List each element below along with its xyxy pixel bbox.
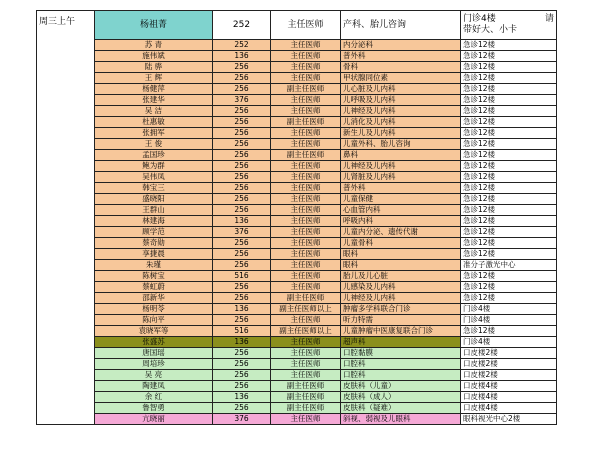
table-row bbox=[37, 139, 557, 150]
room-cell: 256 bbox=[213, 238, 271, 249]
specialty-cell: 儿肾脏及儿内科 bbox=[341, 172, 461, 183]
room-cell: 136 bbox=[213, 304, 271, 315]
doctor-name-cell: 吴 洁 bbox=[95, 106, 213, 117]
location-cell: 急诊12楼 bbox=[461, 139, 557, 150]
specialty-cell: 心血管内科 bbox=[341, 205, 461, 216]
table-row bbox=[37, 95, 557, 106]
title-cell: 主任医师 bbox=[271, 337, 341, 348]
location-cell: 急诊12楼 bbox=[461, 194, 557, 205]
doctor-name-cell: 袁晓军等 bbox=[95, 326, 213, 337]
header-room: 252 bbox=[213, 11, 271, 40]
table-row bbox=[37, 117, 557, 128]
room-cell: 256 bbox=[213, 348, 271, 359]
room-cell: 252 bbox=[213, 40, 271, 51]
header-title: 主任医师 bbox=[271, 11, 341, 40]
doctor-name-cell: 王 辉 bbox=[95, 73, 213, 84]
table-row bbox=[37, 150, 557, 161]
title-cell: 主任医师 bbox=[271, 249, 341, 260]
room-cell: 136 bbox=[213, 392, 271, 403]
location-cell: 急诊12楼 bbox=[461, 293, 557, 304]
table-row bbox=[37, 62, 557, 73]
specialty-cell: 儿童保健 bbox=[341, 194, 461, 205]
title-cell: 主任医师 bbox=[271, 139, 341, 150]
specialty-cell: 儿童外科、胎儿咨询 bbox=[341, 139, 461, 150]
title-cell: 主任医师 bbox=[271, 359, 341, 370]
specialty-cell: 口腔科 bbox=[341, 370, 461, 381]
specialty-cell: 普外科 bbox=[341, 51, 461, 62]
specialty-cell: 骨科 bbox=[341, 62, 461, 73]
doctor-name-cell: 王 俊 bbox=[95, 139, 213, 150]
doctor-name-cell: 吴 亮 bbox=[95, 370, 213, 381]
specialty-cell: 儿呼吸及儿内科 bbox=[341, 95, 461, 106]
table-row bbox=[37, 381, 557, 392]
specialty-cell: 肿瘤多学科联合门诊 bbox=[341, 304, 461, 315]
table-row bbox=[37, 238, 557, 249]
doctor-name-cell: 苏 青 bbox=[95, 40, 213, 51]
header-note-cards: 带好大、小卡 bbox=[463, 25, 518, 35]
specialty-cell: 儿消化及儿内科 bbox=[341, 117, 461, 128]
table-row bbox=[37, 414, 557, 425]
table-row bbox=[37, 326, 557, 337]
room-cell: 256 bbox=[213, 139, 271, 150]
doctor-name-cell: 吴伟凤 bbox=[95, 172, 213, 183]
room-cell: 256 bbox=[213, 249, 271, 260]
title-cell: 主任医师 bbox=[271, 315, 341, 326]
location-cell: 急诊12楼 bbox=[461, 84, 557, 95]
location-cell: 急诊12楼 bbox=[461, 106, 557, 117]
room-cell: 256 bbox=[213, 128, 271, 139]
table-row bbox=[37, 194, 557, 205]
specialty-cell: 胎儿及儿心脏 bbox=[341, 271, 461, 282]
doctor-name-cell: 杜惠敏 bbox=[95, 117, 213, 128]
room-cell: 136 bbox=[213, 216, 271, 227]
title-cell: 主任医师 bbox=[271, 62, 341, 73]
specialty-cell: 甲状腺同位素 bbox=[341, 73, 461, 84]
table-row bbox=[37, 161, 557, 172]
title-cell: 主任医师 bbox=[271, 106, 341, 117]
location-cell: 急诊12楼 bbox=[461, 326, 557, 337]
room-cell: 516 bbox=[213, 326, 271, 337]
table-row bbox=[37, 227, 557, 238]
table-row bbox=[37, 282, 557, 293]
room-cell: 256 bbox=[213, 293, 271, 304]
specialty-cell: 皮肤科（成人） bbox=[341, 392, 461, 403]
doctor-name-cell: 陶建凤 bbox=[95, 381, 213, 392]
title-cell: 主任医师 bbox=[271, 40, 341, 51]
doctor-name-cell: 施伟斌 bbox=[95, 51, 213, 62]
title-cell: 副主任医师 bbox=[271, 293, 341, 304]
location-cell: 准分子激光中心 bbox=[461, 260, 557, 271]
doctor-name-cell: 杨明苓 bbox=[95, 304, 213, 315]
location-cell: 急诊12楼 bbox=[461, 216, 557, 227]
specialty-cell: 超声科 bbox=[341, 337, 461, 348]
specialty-cell: 听力特需 bbox=[341, 315, 461, 326]
schedule-table bbox=[36, 10, 557, 425]
specialty-cell: 呼吸内科 bbox=[341, 216, 461, 227]
doctor-name-cell: 陆 骅 bbox=[95, 62, 213, 73]
location-cell: 口皮楼4楼 bbox=[461, 403, 557, 414]
room-cell: 256 bbox=[213, 194, 271, 205]
doctor-name-cell: 朱瑾 bbox=[95, 260, 213, 271]
doctor-name-cell: 余 红 bbox=[95, 392, 213, 403]
room-cell: 376 bbox=[213, 227, 271, 238]
table-row bbox=[37, 183, 557, 194]
location-cell: 急诊12楼 bbox=[461, 227, 557, 238]
table-row bbox=[37, 370, 557, 381]
table-row bbox=[37, 106, 557, 117]
doctor-name-cell: 杨健萍 bbox=[95, 84, 213, 95]
title-cell: 主任医师 bbox=[271, 370, 341, 381]
specialty-cell: 口腔科 bbox=[341, 359, 461, 370]
room-cell: 256 bbox=[213, 62, 271, 73]
location-cell: 急诊12楼 bbox=[461, 238, 557, 249]
table-row bbox=[37, 271, 557, 282]
location-cell: 急诊12楼 bbox=[461, 117, 557, 128]
location-cell: 口皮楼4楼 bbox=[461, 381, 557, 392]
doctor-name-cell: 陈树宝 bbox=[95, 271, 213, 282]
room-cell: 376 bbox=[213, 95, 271, 106]
table-row bbox=[37, 40, 557, 51]
room-cell: 256 bbox=[213, 381, 271, 392]
table-row bbox=[37, 216, 557, 227]
title-cell: 主任医师 bbox=[271, 161, 341, 172]
location-cell: 眼科视光中心2楼 bbox=[461, 414, 557, 425]
location-cell: 急诊12楼 bbox=[461, 73, 557, 84]
room-cell: 256 bbox=[213, 84, 271, 95]
location-cell: 急诊12楼 bbox=[461, 183, 557, 194]
specialty-cell: 儿神经及儿内科 bbox=[341, 106, 461, 117]
room-cell: 256 bbox=[213, 370, 271, 381]
doctor-name-cell: 亢晓丽 bbox=[95, 414, 213, 425]
schedule-body bbox=[37, 11, 557, 425]
specialty-cell: 皮肤科（儿童） bbox=[341, 381, 461, 392]
table-row bbox=[37, 348, 557, 359]
doctor-name-cell: 孟国珍 bbox=[95, 150, 213, 161]
doctor-name-cell: 鲁智勇 bbox=[95, 403, 213, 414]
title-cell: 主任医师 bbox=[271, 194, 341, 205]
specialty-cell: 儿神经及儿内科 bbox=[341, 293, 461, 304]
title-cell: 主任医师 bbox=[271, 348, 341, 359]
location-cell: 急诊12楼 bbox=[461, 271, 557, 282]
location-cell: 口皮楼2楼 bbox=[461, 359, 557, 370]
table-row bbox=[37, 392, 557, 403]
title-cell: 主任医师 bbox=[271, 260, 341, 271]
day-label: 周三上午 bbox=[37, 11, 95, 425]
doctor-name-cell: 王群山 bbox=[95, 205, 213, 216]
location-cell: 急诊12楼 bbox=[461, 128, 557, 139]
doctor-name-cell: 邵新华 bbox=[95, 293, 213, 304]
doctor-name-cell: 张盛苏 bbox=[95, 337, 213, 348]
title-cell: 主任医师 bbox=[271, 172, 341, 183]
table-row bbox=[37, 73, 557, 84]
specialty-cell: 儿感染及儿内科 bbox=[341, 282, 461, 293]
title-cell: 主任医师 bbox=[271, 128, 341, 139]
specialty-cell: 儿童内分泌、遗传代谢 bbox=[341, 227, 461, 238]
specialty-cell: 斜视、弱视及儿眼科 bbox=[341, 414, 461, 425]
specialty-cell: 内分泌科 bbox=[341, 40, 461, 51]
room-cell: 136 bbox=[213, 51, 271, 62]
room-cell: 256 bbox=[213, 315, 271, 326]
room-cell: 256 bbox=[213, 205, 271, 216]
table-row bbox=[37, 403, 557, 414]
doctor-name-cell: 盛晓阳 bbox=[95, 194, 213, 205]
table-row bbox=[37, 260, 557, 271]
title-cell: 副主任医师以上 bbox=[271, 326, 341, 337]
location-cell: 口皮楼4楼 bbox=[461, 392, 557, 403]
specialty-cell: 儿童肿瘤中医康复联合门诊 bbox=[341, 326, 461, 337]
location-cell: 门诊4楼 bbox=[461, 304, 557, 315]
specialty-cell: 口腔黏膜 bbox=[341, 348, 461, 359]
table-row bbox=[37, 304, 557, 315]
table-row bbox=[37, 84, 557, 95]
location-cell: 急诊12楼 bbox=[461, 95, 557, 106]
specialty-cell: 皮肤科（疑难） bbox=[341, 403, 461, 414]
room-cell: 376 bbox=[213, 414, 271, 425]
location-cell: 口皮楼2楼 bbox=[461, 370, 557, 381]
room-cell: 256 bbox=[213, 150, 271, 161]
specialty-cell: 儿心脏及儿内科 bbox=[341, 84, 461, 95]
room-cell: 256 bbox=[213, 260, 271, 271]
location-cell: 急诊12楼 bbox=[461, 51, 557, 62]
doctor-name-cell: 享捷晨 bbox=[95, 249, 213, 260]
specialty-cell: 鼻科 bbox=[341, 150, 461, 161]
title-cell: 副主任医师 bbox=[271, 84, 341, 95]
title-cell: 主任医师 bbox=[271, 73, 341, 84]
table-row bbox=[37, 315, 557, 326]
title-cell: 主任医师 bbox=[271, 282, 341, 293]
title-cell: 主任医师 bbox=[271, 271, 341, 282]
room-cell: 516 bbox=[213, 271, 271, 282]
table-row bbox=[37, 172, 557, 183]
location-cell: 急诊12楼 bbox=[461, 205, 557, 216]
title-cell: 主任医师 bbox=[271, 95, 341, 106]
location-cell: 门诊4楼 bbox=[461, 315, 557, 326]
location-cell: 急诊12楼 bbox=[461, 150, 557, 161]
header-note-location: 门诊4楼 bbox=[463, 14, 496, 24]
specialty-cell: 眼科 bbox=[341, 260, 461, 271]
title-cell: 副主任医师 bbox=[271, 392, 341, 403]
doctor-name-cell: 张建华 bbox=[95, 95, 213, 106]
title-cell: 主任医师 bbox=[271, 183, 341, 194]
room-cell: 136 bbox=[213, 337, 271, 348]
location-cell: 急诊12楼 bbox=[461, 62, 557, 73]
room-cell: 256 bbox=[213, 172, 271, 183]
location-cell: 门诊4楼 bbox=[461, 337, 557, 348]
specialty-cell: 儿神经及儿内科 bbox=[341, 161, 461, 172]
location-cell: 急诊12楼 bbox=[461, 161, 557, 172]
doctor-name-cell: 陈向平 bbox=[95, 315, 213, 326]
doctor-name-cell: 周培珍 bbox=[95, 359, 213, 370]
room-cell: 256 bbox=[213, 73, 271, 84]
title-cell: 副主任医师 bbox=[271, 150, 341, 161]
title-cell: 主任医师 bbox=[271, 205, 341, 216]
title-cell: 主任医师 bbox=[271, 51, 341, 62]
table-row bbox=[37, 205, 557, 216]
location-cell: 口皮楼2楼 bbox=[461, 348, 557, 359]
title-cell: 主任医师 bbox=[271, 216, 341, 227]
doctor-name-cell: 林建海 bbox=[95, 216, 213, 227]
header-doctor-name: 杨祖菁 bbox=[95, 11, 213, 40]
location-cell: 急诊12楼 bbox=[461, 172, 557, 183]
specialty-cell: 儿童骨科 bbox=[341, 238, 461, 249]
doctor-name-cell: 韩宝三 bbox=[95, 183, 213, 194]
table-row bbox=[37, 359, 557, 370]
doctor-name-cell: 唐国瑶 bbox=[95, 348, 213, 359]
title-cell: 主任医师 bbox=[271, 414, 341, 425]
header-note bbox=[461, 11, 557, 40]
location-cell: 急诊12楼 bbox=[461, 282, 557, 293]
title-cell: 副主任医师 bbox=[271, 381, 341, 392]
doctor-name-cell: 蔡虹蔚 bbox=[95, 282, 213, 293]
header-specialty: 产科、胎儿咨询 bbox=[341, 11, 461, 40]
title-cell: 副主任医师 bbox=[271, 403, 341, 414]
table-row bbox=[37, 293, 557, 304]
title-cell: 副主任医师 bbox=[271, 117, 341, 128]
room-cell: 256 bbox=[213, 161, 271, 172]
header-row bbox=[37, 11, 557, 40]
specialty-cell: 眼科 bbox=[341, 249, 461, 260]
title-cell: 主任医师 bbox=[271, 238, 341, 249]
room-cell: 256 bbox=[213, 403, 271, 414]
location-cell: 急诊12楼 bbox=[461, 40, 557, 51]
doctor-name-cell: 顾学范 bbox=[95, 227, 213, 238]
title-cell: 副主任医师以上 bbox=[271, 304, 341, 315]
room-cell: 256 bbox=[213, 183, 271, 194]
location-cell: 急诊12楼 bbox=[461, 249, 557, 260]
doctor-name-cell: 张拥军 bbox=[95, 128, 213, 139]
specialty-cell: 普外科 bbox=[341, 183, 461, 194]
table-row bbox=[37, 51, 557, 62]
title-cell: 主任医师 bbox=[271, 227, 341, 238]
table-row bbox=[37, 128, 557, 139]
room-cell: 256 bbox=[213, 359, 271, 370]
doctor-name-cell: 鲍为群 bbox=[95, 161, 213, 172]
table-row bbox=[37, 249, 557, 260]
room-cell: 256 bbox=[213, 282, 271, 293]
table-row bbox=[37, 337, 557, 348]
room-cell: 256 bbox=[213, 117, 271, 128]
room-cell: 256 bbox=[213, 106, 271, 117]
specialty-cell: 新生儿及儿内科 bbox=[341, 128, 461, 139]
header-note-please: 请 bbox=[544, 14, 554, 24]
doctor-name-cell: 蔡奇勋 bbox=[95, 238, 213, 249]
